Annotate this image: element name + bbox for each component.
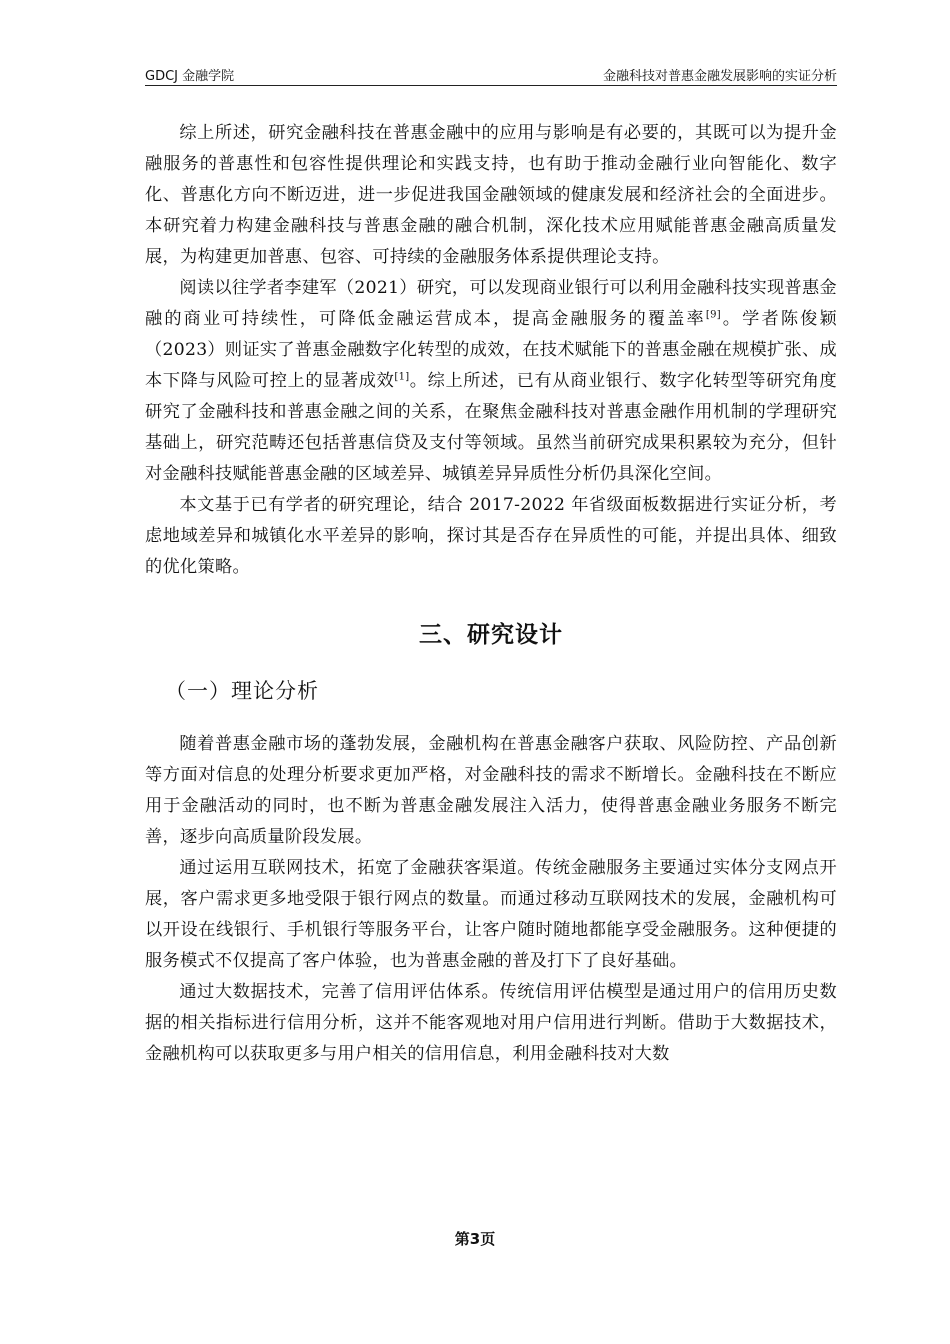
citation-ref-9: [9]	[705, 309, 721, 321]
page-body	[145, 118, 837, 1070]
section-heading: 三、研究设计	[419, 622, 563, 648]
page-header	[145, 63, 837, 86]
paragraph-literature-part2: 。学者陈俊颖（2023）则证实了普惠金融数字化转型的成效，在技术赋能下的普惠金融在规模扩张、成本下降与风险可控上的显著成效	[145, 309, 837, 391]
paragraph-big-data: 通过大数据技术，完善了信用评估体系。传统信用评估模型是通过用户的信用历史数据的相关指标进行信用分析，这并不能客观地对用户信用进行判断。借助于大数据技术，金融机构可以获取更多与用户相关的信用信息，利用金融科技对大数	[145, 982, 837, 1064]
paragraph-theory-intro: 随着普惠金融市场的蓬勃发展，金融机构在普惠金融客户获取、风险防控、产品创新等方面对信息的处理分析要求更加严格，对金融科技的需求不断增长。金融科技在不断应用于金融活动的同时，也不断为普惠金融发展注入活力，使得普惠金融业务服务不断完善，逐步向高质量阶段发展。	[145, 734, 837, 847]
citation-ref-1: [1]	[394, 371, 410, 383]
paragraph-literature-part3: 。综上所述，已有从商业银行、数字化转型等研究角度研究了金融科技和普惠金融之间的关系，在聚焦金融科技对普惠金融作用机制的学理研究基础上，研究范畴还包括普惠信贷及支付等领域。虽然当前研究成果积累较为充分，但针对金融科技赋能普惠金融的区域差异、城镇差异异质性分析仍具深化空间。	[145, 371, 838, 484]
paragraph-research-scope: 本文基于已有学者的研究理论，结合 2017-2022 年省级面板数据进行实证分析，考虑地域差异和城镇化水平差异的影响，探讨其是否存在异质性的可能，并提出具体、细致的优化策略。	[145, 495, 837, 577]
paragraph-literature-part1: 阅读以往学者李建军（2021）研究，可以发现商业银行可以利用金融科技实现普惠金融的商业可持续性，可降低金融运营成本，提高金融服务的覆盖率	[145, 278, 837, 329]
paragraph-internet-tech: 通过运用互联网技术，拓宽了金融获客渠道。传统金融服务主要通过实体分支网点开展，客户需求更多地受限于银行网点的数量。而通过移动互联网技术的发展，金融机构可以开设在线银行、手机银行等服务平台，让客户随时随地都能享受金融服务。这种便捷的服务模式不仅提高了客户体验，也为普惠金融的普及打下了良好基础。	[145, 858, 837, 971]
paragraph-literature	[145, 273, 837, 490]
paragraph-summary: 综上所述，研究金融科技在普惠金融中的应用与影响是有必要的，其既可以为提升金融服务的普惠性和包容性提供理论和实践支持，也有助于推动金融行业向智能化、数字化、普惠化方向不断迈进，进一步促进我国金融领域的健康发展和经济社会的全面进步。本研究着力构建金融科技与普惠金融的融合机制，深化技术应用赋能普惠金融高质量发展，为构建更加普惠、包容、可持续的金融服务体系提供理论支持。	[145, 123, 837, 267]
header-institution: GDCJ 金融学院	[145, 69, 235, 84]
header-paper-title: 金融科技对普惠金融发展影响的实证分析	[602, 69, 837, 84]
subsection-heading: （一）理论分析	[165, 679, 319, 703]
page-number: 第3页	[454, 1230, 496, 1248]
